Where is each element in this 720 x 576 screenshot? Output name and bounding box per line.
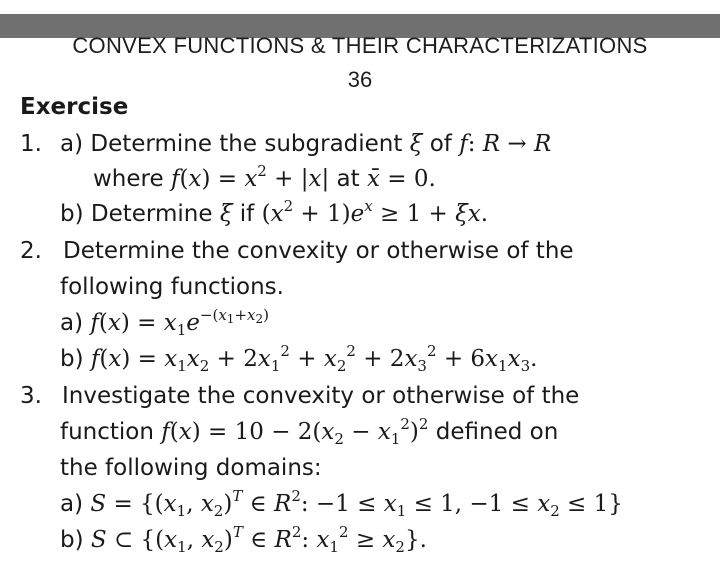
item-2-intro-2: following functions. <box>60 274 284 300</box>
item-2-intro-1: Determine the convexity or otherwise of the <box>63 238 574 264</box>
math-3-function: f <box>161 419 170 445</box>
item-3-function-word: function <box>60 419 154 445</box>
item-3a-line: a) $S = \{(x_1$, $x_2)^T$ ∈ $R^2$: $-1 \le x_1 \le 1$, $-1 \le x_2 \le 1$} <box>60 487 623 520</box>
item-3-intro-2: function $f(x) = 10 - 2(x_2 - x_1^2)^2$ defined on <box>60 415 559 448</box>
math-fx-def: f <box>170 166 180 192</box>
math-2b: f <box>90 346 100 372</box>
item-number-1: 1. <box>20 131 42 157</box>
item-1a-where: where <box>93 166 164 192</box>
item-3b-line: b) S ⊂ {($x_1$, $x_2)^T$ ∈ $R^2$: $x_1^2 \ge x_2$}. <box>60 523 427 556</box>
item-2a-label: a) <box>60 310 84 336</box>
item-3-intro-3: the following domains: <box>60 455 322 481</box>
item-number-3: 3. <box>20 383 42 409</box>
math-xi: ξ <box>409 131 423 157</box>
item-1a-line: a) Determine the subgradient ξ of f: R → R <box>60 131 552 157</box>
item-number-2: 2. <box>20 238 42 264</box>
math-inequality: ( <box>261 201 271 227</box>
page-number: 36 <box>347 67 373 92</box>
item-3-defined-on: defined on <box>435 419 559 445</box>
math-f-map: f <box>459 131 468 157</box>
item-1a-label: a) Determine the subgradient <box>60 131 403 157</box>
item-2b-label: b) <box>60 346 84 372</box>
math-3a: S <box>90 491 107 517</box>
chapter-title: CONVEX FUNCTIONS & THEIR CHARACTERIZATIONS <box>72 33 648 58</box>
item-3-intro-1: Investigate the convexity or otherwise of the <box>62 383 580 409</box>
item-1a-where-line: where $f(x) = x^2 + |x|$ at x̄ = 0. <box>93 162 436 192</box>
item-1b-line: b) Determine ξ if $(x^2 + 1)e^x \ge 1 + \xi x$. <box>60 197 489 227</box>
item-1b-if: if <box>239 201 255 227</box>
item-1a-at: at <box>336 166 360 192</box>
item-2b-line: b) $f(x) = x_1x_2 + 2x_1^2 + x_2^2 + 2x_3^2 + 6x_1x_3$. <box>60 342 538 375</box>
item-1b-label: b) Determine <box>60 201 213 227</box>
item-3b-label: b) <box>60 527 84 553</box>
math-xbar: x̄ <box>366 166 380 192</box>
item-2a-line: a) $f(x) = x_1e^{-(x_1+x_2)}$ <box>60 306 269 339</box>
item-1a-of: of <box>429 131 452 157</box>
math-3b: S <box>90 527 107 553</box>
math-2a: f <box>90 310 99 336</box>
item-3a-label: a) <box>60 491 84 517</box>
exercise-heading: Exercise <box>20 94 129 120</box>
